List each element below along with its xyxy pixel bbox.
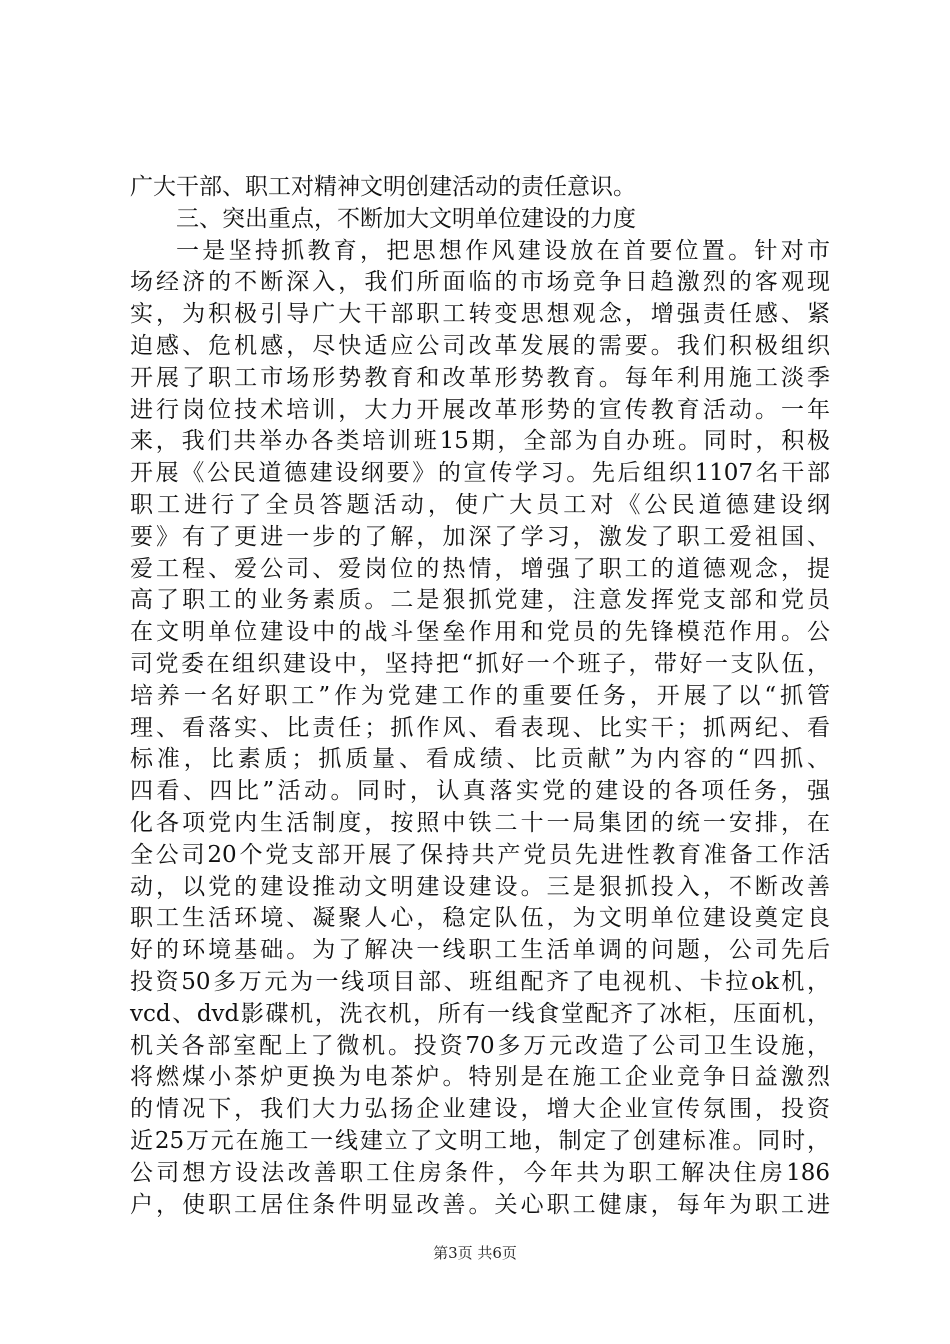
paragraph-line: 广大干部、职工对精神文明创建活动的责任意识。 xyxy=(130,174,636,200)
paragraph-line: 开展《公民道德建设纲要》的宣传学习。先后组织1107名干部 xyxy=(130,460,830,487)
paragraph-line: 职工生活环境、凝聚人心，稳定队伍，为文明单位建设奠定良 xyxy=(130,905,830,932)
paragraph-line: 实，为积极引导广大干部职工转变思想观念，增强责任感、紧 xyxy=(130,301,830,328)
paragraph-line: 要》有了更进一步的了解，加深了学习，激发了职工爱祖国、 xyxy=(130,523,830,550)
paragraph-line: 近25万元在施工一线建立了文明工地，制定了创建标准。同时， xyxy=(130,1127,830,1154)
paragraph-line: 全公司20个党支部开展了保持共产党员先进性教育准备工作活 xyxy=(130,841,830,868)
paragraph-line: 开展了职工市场形势教育和改革形势教育。每年利用施工淡季 xyxy=(130,364,830,391)
paragraph-line: 来，我们共举办各类培训班15期，全部为自办班。同时，积极 xyxy=(130,428,830,455)
paragraph-line: 户，使职工居住条件明显改善。关心职工健康，每年为职工进 xyxy=(130,1191,830,1218)
paragraph-line: 化各项党内生活制度，按照中铁二十一局集团的统一安排，在 xyxy=(130,809,830,836)
paragraph-line: 标准，比素质；抓质量、看成绩、比贡献”为内容的“四抓、 xyxy=(130,746,830,773)
paragraph-line: 在文明单位建设中的战斗堡垒作用和党员的先锋模范作用。公 xyxy=(130,619,830,646)
paragraph-line: vcd、dvd影碟机，洗衣机，所有一线食堂配齐了冰柜，压面机， xyxy=(130,1000,830,1027)
paragraph-line: 的情况下，我们大力弘扬企业建设，增大企业宣传氛围，投资 xyxy=(130,1096,830,1123)
paragraph-line: 投资50多万元为一线项目部、班组配齐了电视机、卡拉ok机， xyxy=(130,968,830,995)
paragraph-line: 职工进行了全员答题活动，使广大员工对《公民道德建设纲 xyxy=(130,491,830,518)
paragraph-line: 迫感、危机感，尽快适应公司改革发展的需要。我们积极组织 xyxy=(130,332,830,359)
body-text xyxy=(130,172,830,1221)
paragraph-line: 四看、四比”活动。同时，认真落实党的建设的各项任务，强 xyxy=(130,778,830,805)
paragraph-line: 好的环境基础。为了解决一线职工生活单调的问题，公司先后 xyxy=(130,937,830,964)
paragraph-line: 司党委在组织建设中，坚持把“抓好一个班子，带好一支队伍， xyxy=(130,650,830,677)
paragraph-line: 场经济的不断深入，我们所面临的市场竞争日趋激烈的客观现 xyxy=(130,269,830,296)
paragraph-line: 理、看落实、比责任；抓作风、看表现、比实干；抓两纪、看 xyxy=(130,714,830,741)
paragraph-line: 爱工程、爱公司、爱岗位的热情，增强了职工的道德观念，提 xyxy=(130,555,830,582)
paragraph-line: 一是坚持抓教育，把思想作风建设放在首要位置。针对市 xyxy=(176,237,830,264)
paragraph-line: 进行岗位技术培训，大力开展改革形势的宣传教育活动。一年 xyxy=(130,396,830,423)
paragraph-line: 高了职工的业务素质。二是狠抓党建，注意发挥党支部和党员 xyxy=(130,587,830,614)
paragraph-line: 将燃煤小茶炉更换为电茶炉。特别是在施工企业竞争日益激烈 xyxy=(130,1064,830,1091)
paragraph-line: 动，以党的建设推动文明建设建设。三是狠抓投入，不断改善 xyxy=(130,873,830,900)
section-heading: 三、突出重点，不断加大文明单位建设的力度 xyxy=(176,205,636,232)
paragraph-line: 培养一名好职工”作为党建工作的重要任务，开展了以“抓管 xyxy=(130,682,830,709)
paragraph-line: 机关各部室配上了微机。投资70多万元改造了公司卫生设施， xyxy=(130,1032,830,1059)
paragraph-line: 公司想方设法改善职工住房条件，今年共为职工解决住房186 xyxy=(130,1159,830,1186)
page-number-footer: 第3页 共6页 xyxy=(433,1244,517,1262)
